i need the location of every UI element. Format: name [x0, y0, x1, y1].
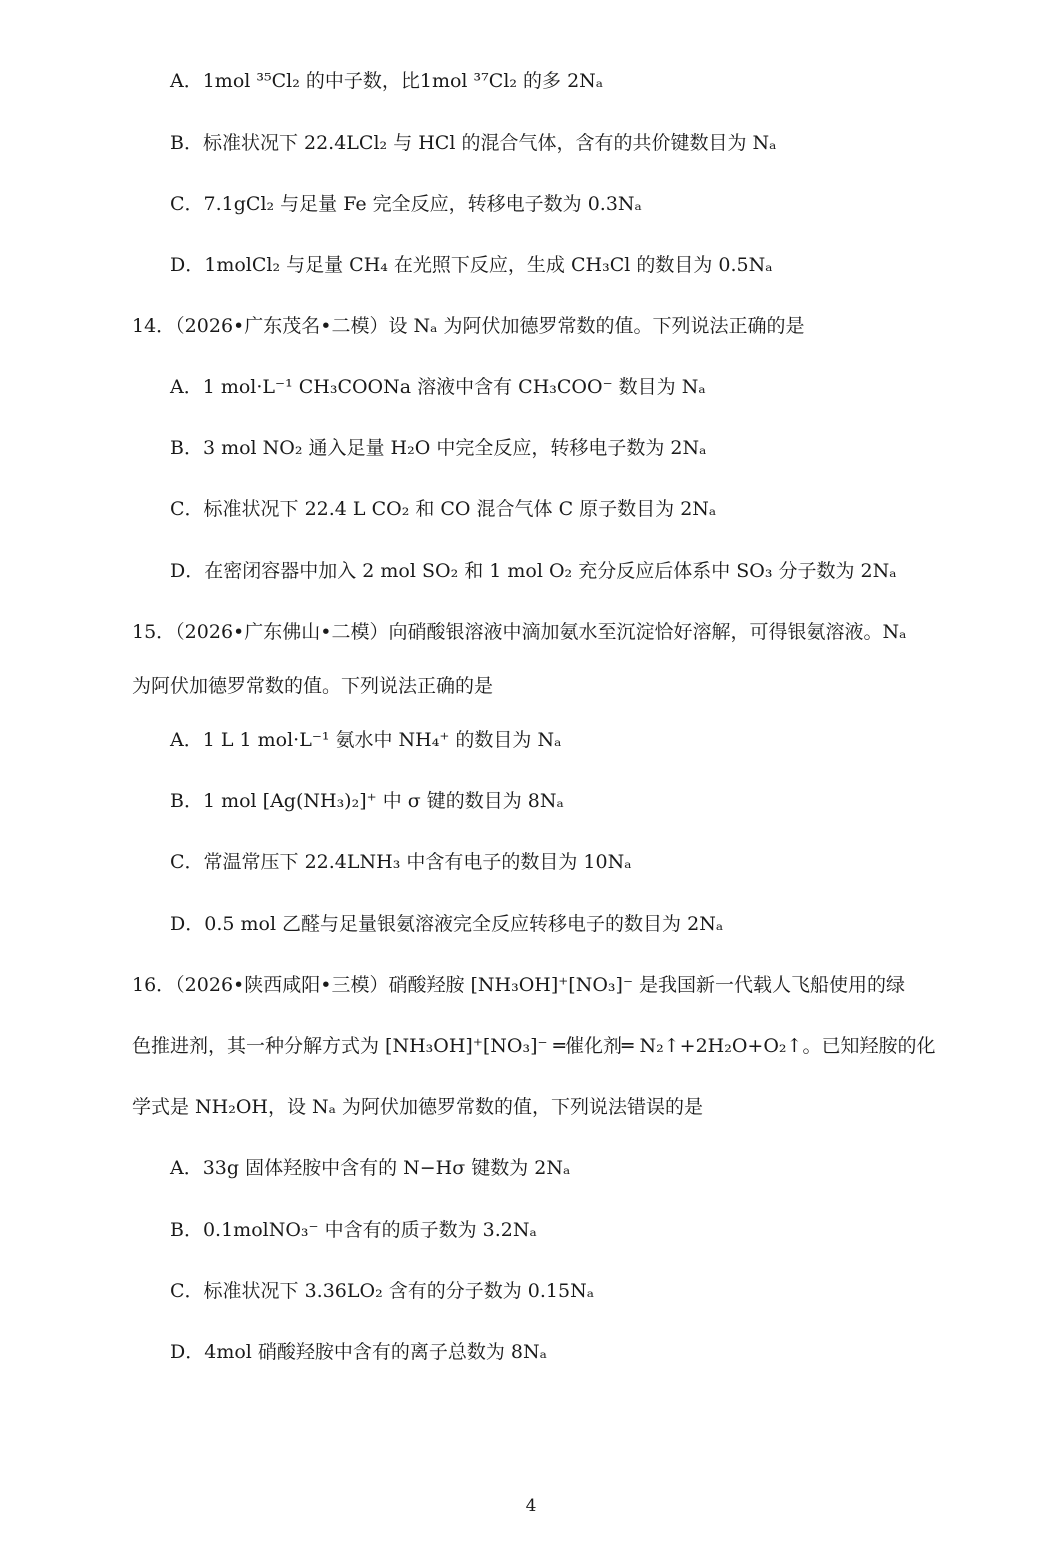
q15-option-c: C．常温常压下 22.4LNH₃ 中含有电子的数目为 10Nₐ [170, 851, 632, 873]
q16-option-b: B．0.1molNO₃⁻ 中含有的质子数为 3.2Nₐ [170, 1219, 537, 1241]
q15-option-d: D．0.5 mol 乙醛与足量银氨溶液完全反应转移电子的数目为 2Nₐ [170, 913, 724, 935]
q13-option-b: B．标准状况下 22.4LCl₂ 与 HCl 的混合气体，含有的共价键数目为 Nₐ [170, 132, 777, 154]
page-number: 4 [525, 1496, 537, 1516]
q14-option-d: D．在密闭容器中加入 2 mol SO₂ 和 1 mol O₂ 充分反应后体系中 SO₃ 分子数为 2Nₐ [170, 560, 897, 582]
q14-stem: 14．（2026•广东茂名•二模）设 Nₐ 为阿伏加德罗常数的值。下列说法正确的是 [132, 315, 805, 337]
q16-stem-line3: 学式是 NH₂OH，设 Nₐ 为阿伏加德罗常数的值，下列说法错误的是 [132, 1096, 704, 1118]
q15-stem-line1: 15．（2026•广东佛山•二模）向硝酸银溶液中滴加氨水至沉淀恰好溶解，可得银氨溶液。Nₐ [132, 621, 907, 643]
q13-option-a: A．1mol ³⁵Cl₂ 的中子数，比1mol ³⁷Cl₂ 的多 2Nₐ [170, 70, 604, 92]
q16-option-d: D．4mol 硝酸羟胺中含有的离子总数为 8Nₐ [170, 1341, 547, 1363]
q14-option-b: B．3 mol NO₂ 通入足量 H₂O 中完全反应，转移电子数为 2Nₐ [170, 437, 707, 459]
q15-stem-line2: 为阿伏加德罗常数的值。下列说法正确的是 [132, 675, 494, 697]
q16-option-a: A．33g 固体羟胺中含有的 N−Hσ 键数为 2Nₐ [170, 1157, 571, 1179]
q13-option-d: D．1molCl₂ 与足量 CH₄ 在光照下反应，生成 CH₃Cl 的数目为 0.5Nₐ [170, 254, 773, 276]
q14-option-c: C．标准状况下 22.4 L CO₂ 和 CO 混合气体 C 原子数目为 2Nₐ [170, 498, 717, 520]
q16-option-c: C．标准状况下 3.36LO₂ 含有的分子数为 0.15Nₐ [170, 1280, 595, 1302]
q16-stem-line2: 色推进剂，其一种分解方式为 [NH₃OH]⁺[NO₃]⁻ ═催化剂═ N₂↑+2H₂O+O₂↑。已知羟胺的化 [132, 1035, 936, 1057]
q13-option-c: C．7.1gCl₂ 与足量 Fe 完全反应，转移电子数为 0.3Nₐ [170, 193, 642, 215]
q15-option-a: A．1 L 1 mol·L⁻¹ 氨水中 NH₄⁺ 的数目为 Nₐ [170, 729, 562, 751]
q14-option-a: A．1 mol·L⁻¹ CH₃COONa 溶液中含有 CH₃COO⁻ 数目为 Nₐ [170, 376, 706, 398]
q16-stem-line1: 16．（2026•陕西咸阳•三模）硝酸羟胺 [NH₃OH]⁺[NO₃]⁻ 是我国新一代载人飞船使用的绿 [132, 974, 906, 996]
q15-option-b: B．1 mol [Ag(NH₃)₂]⁺ 中 σ 键的数目为 8Nₐ [170, 790, 564, 812]
